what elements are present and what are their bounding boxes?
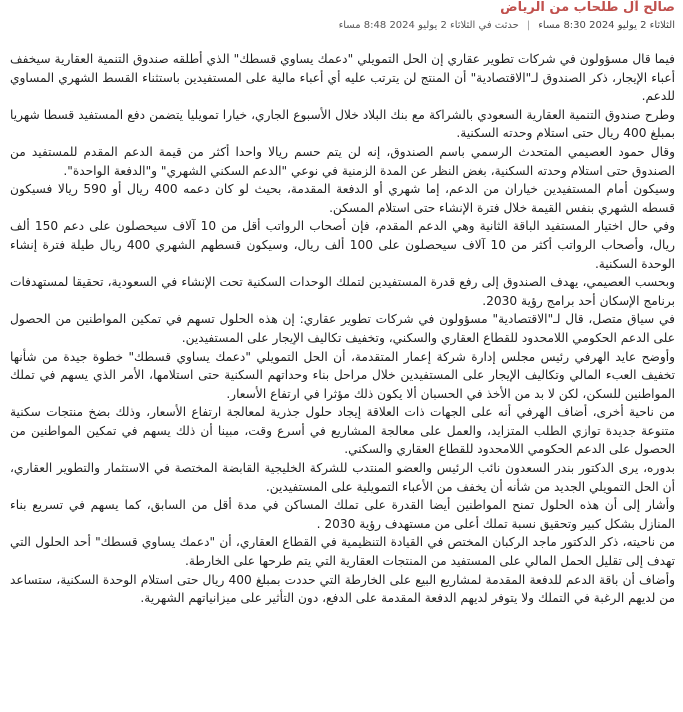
paragraph: وطرح صندوق التنمية العقارية السعودي بالشراكة مع بنك البلاد خلال الأسبوع الجاري، خيارا تمويليا يتضمن دفع المستفيد قسطا شهريا بمبلغ 400 ريال حتى استلام وحدته السكنية. [10, 107, 675, 141]
paragraph: في سياق متصل، قال لـ"الاقتصادية" مسؤولون في شركات تطوير عقاري: إن هذه الحلول تسهم في تمكين المواطنين من الحصول على الدعم الحكومي اللامحدود للقطاع العقاري والسكني، وتخفيف تكاليف الإيجار على المستفيدين. [10, 312, 675, 345]
paragraph: وأوضح عايد الهرفي رئيس مجلس إدارة شركة إعمار المتقدمة، أن الحل التمويلي "دعمك يساوي قسطك" خطوة جيدة من شأنها تخفيف العبء المالي وتكاليف الإيجار على المستفيدين خلال مراحل بناء وحداتهم السكنية حتى استلامها، الأمر الذي يسهم في تملك المواطنين للسكن، لكن لا بد من الأخذ في الحسبان ألا يكون ذلك مؤثرا في ارتفاع الأسعار. [10, 349, 675, 401]
paragraph: وقال حمود العصيمي المتحدث الرسمي باسم الصندوق، إنه لن يتم حسم ريالا واحدا أكثر من قيمة الدعم المقدم للمستفيد من الصندوق حتى استلام وحدته السكنية، بغض النظر عن المدة الزمنية في نوعي "الدعم السكني الشهري" و"الدفعة الواحدة". [10, 144, 675, 178]
paragraph: من ناحيته، ذكر الدكتور ماجد الركبان المختص في القيادة التنظيمية في القطاع العقاري، أن "دعمك يساوي قسطك" أحد الحلول التي تهدف إلى تقليل الحمل المالي على المستفيد من المنتجات العقارية التي يتم طرحها على الخارطة. [10, 535, 675, 569]
paragraph: من ناحية أخرى، أضاف الهرفي أنه على الجهات ذات العلاقة إيجاد حلول جذرية لمعالجة ارتفاع الأسعار، وذلك بضخ منتجات سكنية متنوعة جديدة توازي الطلب المتزايد، والعمل على معالجة المشاريع في أسرع وقت، مبينا أن ذلك يسهم في تمكين المواطنين من الحصول على الدعم الحكومي اللامحدود للقطاع العقاري والسكني. [10, 405, 675, 457]
article-body [10, 50, 675, 608]
published-date: الثلاثاء 2 يوليو 2024 8:30 مساء [538, 20, 675, 31]
article-meta [10, 16, 675, 36]
updated-date: حدثت في الثلاثاء 2 يوليو 2024 8:48 مساء [338, 20, 519, 31]
paragraph: وسيكون أمام المستفيدين خياران من الدعم، إما شهري أو الدفعة المقدمة، بحيث لو كان دعمه 400 ريال أو 590 ريالا فسيكون قسطه الشهري بنفس القيمة خلال فترة الإنشاء حتى استلام المسكن. [10, 182, 676, 215]
paragraph: وأضاف أن باقة الدعم للدفعة المقدمة لمشاريع البيع على الخارطة التي حددت بمبلغ 400 ريال حتى استلام الوحدة السكنية، ستساعد من لديهم الرغبة في التملك ولا يتوفر لديهم الدفعة المقدمة على الدفع، دون التأثير على ميزانياتهم الشهرية. [10, 572, 676, 606]
meta-separator: | [526, 20, 531, 31]
paragraph: بدوره، يرى الدكتور بندر السعدون نائب الرئيس والعضو المنتدب للشركة الخليجية القابضة المختصة في الاستثمار والتطوير العقاري، أن الحل التمويلي الجديد من شأنه أن يخفف من الأعباء التمويلية على المستفيدين. [10, 461, 675, 494]
author-name[interactable]: صالح آل طلحاب من الرياض [500, 0, 675, 14]
paragraph: وبحسب العصيمي، يهدف الصندوق إلى رفع قدرة المستفيدين لتملك الوحدات السكنية تحت الإنشاء في السعودية، تحقيقا لمستهدفات برنامج الإسكان أحد برامج رؤية 2030. [10, 275, 675, 308]
paragraph: فيما قال مسؤولون في شركات تطوير عقاري إن الحل التمويلي "دعمك يساوي قسطك" الذي أطلقه صندوق التنمية العقارية سيخفف أعباء الإيجار، ذكر الصندوق لـ"الاقتصادية" أن المنتج لن يترتب عليه أي أعباء مالية على المستفيدين باستثناء القسط الشهري المساوي للدعم. [10, 52, 675, 104]
paragraph: وفي حال اختيار المستفيد الباقة الثانية وهي الدعم المقدم، فإن أصحاب الرواتب أقل من 10 آلاف سيحصلون على دعم 150 ألف ريال، وأصحاب الرواتب أكثر من 10 آلاف سيحصلون على 100 ألف ريال، وسيكون قسطهم الشهري 400 ريال طيلة فترة إنشاء الوحدة السكنية. [10, 219, 675, 271]
paragraph: وأشار إلى أن هذه الحلول تمنح المواطنين أيضا القدرة على تملك المساكن في مدة أقل من السابق، كما يسهم في تسريع بناء المنازل بشكل كبير وتحقيق نسبة تملك أعلى من مستهدف رؤية 2030 . [10, 498, 675, 531]
